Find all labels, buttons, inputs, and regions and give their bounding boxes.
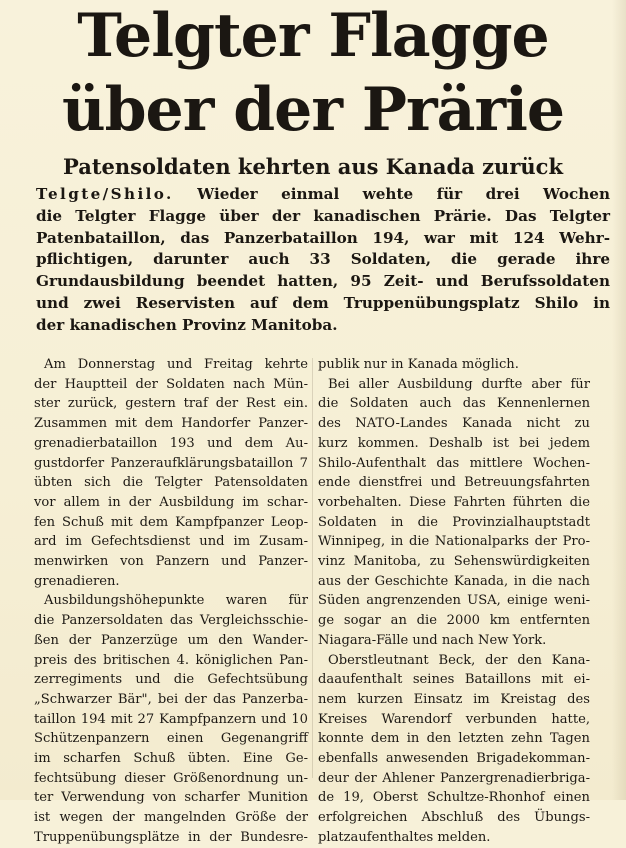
lead-line: und zwei Reservisten auf dem Truppenübungsplatz Shilo in bbox=[36, 293, 610, 312]
lead-line: Patenbataillon, das Panzerbataillon 194, war mit 124 Wehr- bbox=[36, 228, 610, 247]
body-line: grenadierbataillon 193 und dem Au- bbox=[34, 435, 308, 451]
body-line: fechtsübung dieser Größenordnung un- bbox=[34, 770, 308, 786]
body-line: taillon 194 mit 27 Kampfpanzern und 10 bbox=[34, 711, 308, 727]
body-line: zerregiments und die Gefechtsübung bbox=[34, 672, 308, 688]
body-line: „Schwarzer Bär", bei der das Panzerba- bbox=[34, 691, 308, 707]
body-line: ge sogar an die 2000 km entfernten bbox=[318, 613, 590, 629]
body-line: Truppenübungsplätze in der Bundesre- bbox=[34, 829, 308, 845]
body-line: Winnipeg, in die Nationalparks der Pro- bbox=[318, 534, 590, 550]
body-line: menwirken von Panzern und Panzer- bbox=[34, 554, 308, 570]
body-line: Süden angrenzenden USA, einige weni- bbox=[318, 593, 590, 609]
body-line: Bei aller Ausbildung durfte aber für bbox=[328, 376, 590, 392]
body-line: deur der Ahlener Panzergrenadierbriga- bbox=[318, 770, 590, 786]
lead-line: der kanadischen Provinz Manitoba. bbox=[36, 315, 338, 334]
body-line: publik nur in Kanada möglich. bbox=[318, 357, 519, 372]
body-line: im scharfen Schuß übten. Eine Ge- bbox=[34, 751, 308, 767]
body-line: erfolgreichen Abschluß des Übungs- bbox=[318, 810, 590, 826]
body-line: ster zurück, gestern traf der Rest ein. bbox=[34, 396, 308, 412]
body-line: nem kurzen Einsatz im Kreistag des bbox=[318, 691, 590, 707]
lead-paragraph bbox=[36, 184, 610, 337]
body-line: konnte dem in den letzten zehn Tagen bbox=[318, 731, 590, 747]
headline-line-2: über der Prärie bbox=[61, 75, 565, 145]
column-left bbox=[34, 355, 308, 848]
body-line: Oberstleutnant Beck, der den Kana- bbox=[328, 652, 590, 668]
dateline: Telgte/Shilo. bbox=[36, 185, 174, 203]
body-line: grenadieren. bbox=[34, 573, 120, 589]
lead-line: pflichtigen, darunter auch 33 Soldaten, die gerade ihre bbox=[36, 250, 610, 269]
body-line: ebenfalls anwesenden Brigadekomman- bbox=[318, 751, 590, 767]
body-line: Shilo-Aufenthalt das mittlere Wochen- bbox=[318, 455, 590, 471]
body-line: übten sich die Telgter Patensoldaten bbox=[34, 475, 308, 491]
body-line: Schützenpanzern einen Gegenangriff bbox=[34, 731, 308, 747]
body-line: Ausbildungshöhepunkte waren für bbox=[44, 593, 308, 609]
body-line: daaufenthalt seines Bataillons mit ei- bbox=[318, 672, 590, 688]
body-line: vorbehalten. Diese Fahrten führten die bbox=[318, 494, 590, 510]
lead-line-text: Wieder einmal wehte für drei Wochen bbox=[173, 185, 610, 203]
body-line: gustdorfer Panzeraufklärungsbataillon 7 bbox=[34, 455, 308, 471]
body-line: die Soldaten auch das Kennenlernen bbox=[318, 396, 590, 412]
lead-line: die Telgter Flagge über der kanadischen Prärie. Das Telgter bbox=[36, 206, 610, 225]
lead-line bbox=[36, 184, 610, 206]
body-line: Am Donnerstag und Freitag kehrte bbox=[44, 357, 308, 372]
body-line: ende dienstfrei und Betreuungsfahrten bbox=[318, 475, 590, 491]
subheadline: Patensoldaten kehrten aus Kanada zurück bbox=[63, 154, 563, 179]
body-line: ßen der Panzerzüge um den Wander- bbox=[34, 632, 308, 648]
body-line: der Hauptteil der Soldaten nach Mün- bbox=[34, 376, 308, 392]
body-line: platzaufenthaltes melden. bbox=[318, 829, 491, 845]
body-line: ard im Gefechtsdienst und im Zusam- bbox=[34, 534, 308, 550]
column-right bbox=[318, 355, 590, 848]
lead-line: Grundausbildung beendet hatten, 95 Zeit- und Berufssoldaten bbox=[36, 272, 610, 291]
body-line: des NATO-Landes Kanada nicht zu bbox=[318, 416, 590, 432]
body-line: ter Verwendung von scharfer Munition bbox=[34, 790, 308, 806]
body-line: vor allem in der Ausbildung im schar- bbox=[34, 494, 308, 510]
body-line: de 19, Oberst Schultze-Rhonhof einen bbox=[318, 790, 590, 806]
column-divider bbox=[312, 358, 313, 778]
body-line: Niagara-Fälle und nach New York. bbox=[318, 632, 547, 648]
body-line: Kreises Warendorf verbunden hatte, bbox=[318, 711, 590, 727]
body-line: Soldaten in die Provinzialhauptstadt bbox=[318, 514, 590, 530]
body-line: kurz kommen. Deshalb ist bei jedem bbox=[318, 435, 590, 451]
body-line: fen Schuß mit dem Kampfpanzer Leop- bbox=[34, 514, 308, 530]
body-line: preis des britischen 4. königlichen Pan- bbox=[34, 652, 308, 668]
paper-edge-shadow bbox=[612, 0, 626, 800]
body-line: vinz Manitoba, zu Sehenswürdigkeiten bbox=[318, 554, 590, 570]
body-line: die Panzersoldaten das Vergleichsschie- bbox=[34, 613, 308, 629]
body-line: Zusammen mit dem Handorfer Panzer- bbox=[34, 416, 308, 432]
headline-line-1: Telgter Flagge bbox=[77, 1, 549, 71]
body-line: ist wegen der mangelnden Größe der bbox=[34, 810, 308, 826]
body-line: aus der Geschichte Kanada, in die nach bbox=[318, 573, 590, 589]
